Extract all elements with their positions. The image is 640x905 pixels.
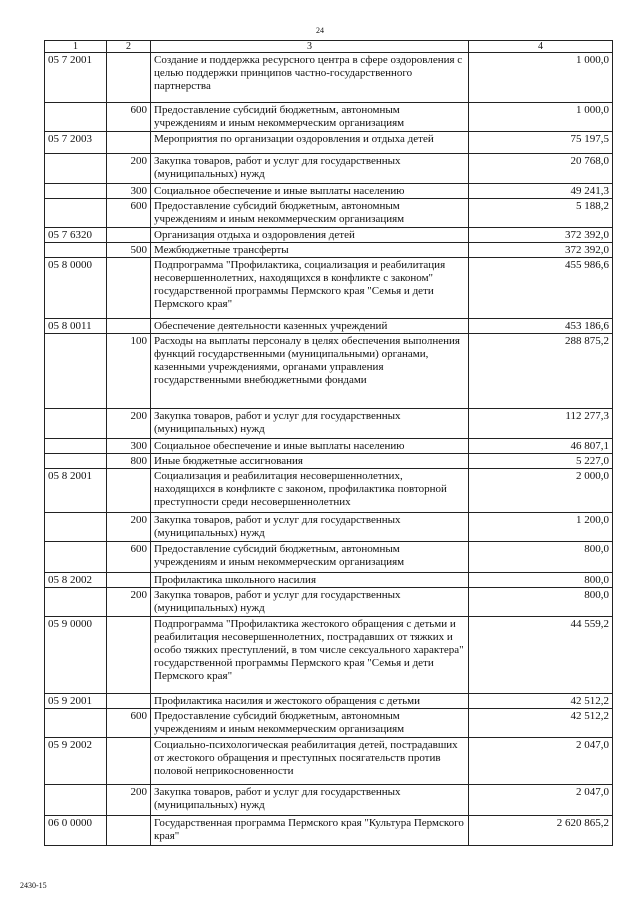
- description-cell: Социальное обеспечение и иные выплаты населению: [151, 439, 469, 454]
- amount-cell: 46 807,1: [469, 439, 613, 454]
- amount-cell: 288 875,2: [469, 334, 613, 409]
- code-cell: 06 0 0000: [45, 816, 107, 846]
- code-cell: [45, 199, 107, 228]
- table-row: [45, 573, 613, 588]
- description-cell: Межбюджетные трансферты: [151, 243, 469, 258]
- code-cell: [45, 334, 107, 409]
- amount-cell: 5 227,0: [469, 454, 613, 469]
- budget-table: [44, 40, 613, 846]
- table-row: [45, 184, 613, 199]
- expense-type-cell: [107, 53, 151, 103]
- amount-cell: 2 047,0: [469, 785, 613, 816]
- code-cell: [45, 454, 107, 469]
- code-cell: [45, 513, 107, 542]
- description-cell: Закупка товаров, работ и услуг для государственных (муниципальных) нужд: [151, 588, 469, 617]
- amount-cell: 455 986,6: [469, 258, 613, 319]
- expense-type-cell: 100: [107, 334, 151, 409]
- amount-cell: 49 241,3: [469, 184, 613, 199]
- amount-cell: 44 559,2: [469, 617, 613, 694]
- expense-type-cell: 600: [107, 199, 151, 228]
- expense-type-cell: [107, 573, 151, 588]
- expense-type-cell: 200: [107, 513, 151, 542]
- expense-type-cell: [107, 816, 151, 846]
- amount-cell: 800,0: [469, 573, 613, 588]
- table-row: [45, 709, 613, 738]
- amount-cell: 453 186,6: [469, 319, 613, 334]
- expense-type-cell: [107, 319, 151, 334]
- expense-type-cell: 500: [107, 243, 151, 258]
- amount-cell: 2 620 865,2: [469, 816, 613, 846]
- amount-cell: 5 188,2: [469, 199, 613, 228]
- table-row: [45, 513, 613, 542]
- expense-type-cell: [107, 258, 151, 319]
- description-cell: Профилактика насилия и жестокого обращения с детьми: [151, 694, 469, 709]
- amount-cell: 20 768,0: [469, 154, 613, 184]
- code-cell: [45, 154, 107, 184]
- code-cell: 05 8 2002: [45, 573, 107, 588]
- description-cell: Предоставление субсидий бюджетным, автономным учреждениям и иным некоммерческим организациям: [151, 199, 469, 228]
- expense-type-cell: 200: [107, 785, 151, 816]
- description-cell: Расходы на выплаты персоналу в целях обеспечения выполнения функций государственными (муниципальными) органами, казенными учреждениями, органами управления государственными внебюджетными фондами: [151, 334, 469, 409]
- expense-type-cell: [107, 228, 151, 243]
- table-row: [45, 738, 613, 785]
- code-cell: 05 8 2001: [45, 469, 107, 513]
- expense-type-cell: [107, 738, 151, 785]
- code-cell: [45, 785, 107, 816]
- code-cell: [45, 709, 107, 738]
- description-cell: Закупка товаров, работ и услуг для государственных (муниципальных) нужд: [151, 513, 469, 542]
- amount-cell: 1 000,0: [469, 103, 613, 132]
- footer-document-code: 2430-15: [20, 881, 47, 890]
- expense-type-cell: [107, 132, 151, 154]
- expense-type-cell: 300: [107, 184, 151, 199]
- table-row: [45, 785, 613, 816]
- amount-cell: 1 200,0: [469, 513, 613, 542]
- amount-cell: 800,0: [469, 542, 613, 573]
- description-cell: Закупка товаров, работ и услуг для государственных (муниципальных) нужд: [151, 154, 469, 184]
- table-row: [45, 469, 613, 513]
- code-cell: [45, 542, 107, 573]
- table-row: [45, 542, 613, 573]
- table-row: [45, 334, 613, 409]
- table-row: [45, 617, 613, 694]
- table-row: [45, 454, 613, 469]
- amount-cell: 112 277,3: [469, 409, 613, 439]
- description-cell: Иные бюджетные ассигнования: [151, 454, 469, 469]
- expense-type-cell: 800: [107, 454, 151, 469]
- table-row: [45, 199, 613, 228]
- expense-type-cell: 200: [107, 409, 151, 439]
- description-cell: Предоставление субсидий бюджетным, автономным учреждениям и иным некоммерческим организациям: [151, 542, 469, 573]
- description-cell: Закупка товаров, работ и услуг для государственных (муниципальных) нужд: [151, 409, 469, 439]
- code-cell: [45, 184, 107, 199]
- expense-type-cell: 600: [107, 103, 151, 132]
- expense-type-cell: [107, 469, 151, 513]
- table-row: [45, 409, 613, 439]
- table-row: [45, 132, 613, 154]
- expense-type-cell: 600: [107, 709, 151, 738]
- table-header-row: [45, 41, 613, 53]
- table-row: [45, 103, 613, 132]
- description-cell: Подпрограмма "Профилактика жестокого обращения с детьми и реабилитация несовершеннолетних, пострадавших от тяжких и особо тяжких преступлений, в том числе сексуального характера" государственной программы Пермского края "Семья и дети Пермского края": [151, 617, 469, 694]
- code-cell: 05 7 6320: [45, 228, 107, 243]
- description-cell: Предоставление субсидий бюджетным, автономным учреждениям и иным некоммерческим организациям: [151, 103, 469, 132]
- table-row: [45, 53, 613, 103]
- code-cell: [45, 439, 107, 454]
- amount-cell: 372 392,0: [469, 228, 613, 243]
- code-cell: [45, 588, 107, 617]
- description-cell: Создание и поддержка ресурсного центра в сфере оздоровления с целью поддержки принципов частно-государственного партнерства: [151, 53, 469, 103]
- amount-cell: 75 197,5: [469, 132, 613, 154]
- code-cell: [45, 243, 107, 258]
- amount-cell: 372 392,0: [469, 243, 613, 258]
- expense-type-cell: 200: [107, 588, 151, 617]
- header-cell: 3: [151, 41, 469, 53]
- description-cell: Социализация и реабилитация несовершеннолетних, находящихся в конфликте с законом, профилактика повторной преступности среди несовершеннолетних: [151, 469, 469, 513]
- description-cell: Мероприятия по организации оздоровления и отдыха детей: [151, 132, 469, 154]
- description-cell: Государственная программа Пермского края "Культура Пермского края": [151, 816, 469, 846]
- expense-type-cell: [107, 694, 151, 709]
- description-cell: Социально-психологическая реабилитация детей, пострадавших от жестокого обращения и преступных посягательств против половой неприкосновенности: [151, 738, 469, 785]
- description-cell: Обеспечение деятельности казенных учреждений: [151, 319, 469, 334]
- code-cell: 05 8 0011: [45, 319, 107, 334]
- table-row: [45, 258, 613, 319]
- header-cell: 2: [107, 41, 151, 53]
- code-cell: 05 7 2003: [45, 132, 107, 154]
- code-cell: 05 9 2001: [45, 694, 107, 709]
- description-cell: Предоставление субсидий бюджетным, автономным учреждениям и иным некоммерческим организациям: [151, 709, 469, 738]
- code-cell: 05 7 2001: [45, 53, 107, 103]
- page-number: 24: [316, 26, 324, 35]
- header-cell: 4: [469, 41, 613, 53]
- table-row: [45, 588, 613, 617]
- code-cell: 05 9 2002: [45, 738, 107, 785]
- expense-type-cell: 300: [107, 439, 151, 454]
- table-row: [45, 816, 613, 846]
- description-cell: Подпрограмма "Профилактика, социализация и реабилитация несовершеннолетних, находящихся в конфликте с законом" государственной программы Пермского края "Семья и дети Пермского края": [151, 258, 469, 319]
- expense-type-cell: [107, 617, 151, 694]
- description-cell: Закупка товаров, работ и услуг для государственных (муниципальных) нужд: [151, 785, 469, 816]
- code-cell: 05 9 0000: [45, 617, 107, 694]
- table-row: [45, 228, 613, 243]
- header-cell: 1: [45, 41, 107, 53]
- table-row: [45, 243, 613, 258]
- expense-type-cell: 200: [107, 154, 151, 184]
- code-cell: [45, 103, 107, 132]
- description-cell: Профилактика школьного насилия: [151, 573, 469, 588]
- description-cell: Социальное обеспечение и иные выплаты населению: [151, 184, 469, 199]
- table-row: [45, 319, 613, 334]
- amount-cell: 2 047,0: [469, 738, 613, 785]
- code-cell: [45, 409, 107, 439]
- code-cell: 05 8 0000: [45, 258, 107, 319]
- table-row: [45, 154, 613, 184]
- amount-cell: 2 000,0: [469, 469, 613, 513]
- description-cell: Организация отдыха и оздоровления детей: [151, 228, 469, 243]
- table-row: [45, 694, 613, 709]
- table-row: [45, 439, 613, 454]
- amount-cell: 1 000,0: [469, 53, 613, 103]
- expense-type-cell: 600: [107, 542, 151, 573]
- amount-cell: 42 512,2: [469, 694, 613, 709]
- amount-cell: 42 512,2: [469, 709, 613, 738]
- amount-cell: 800,0: [469, 588, 613, 617]
